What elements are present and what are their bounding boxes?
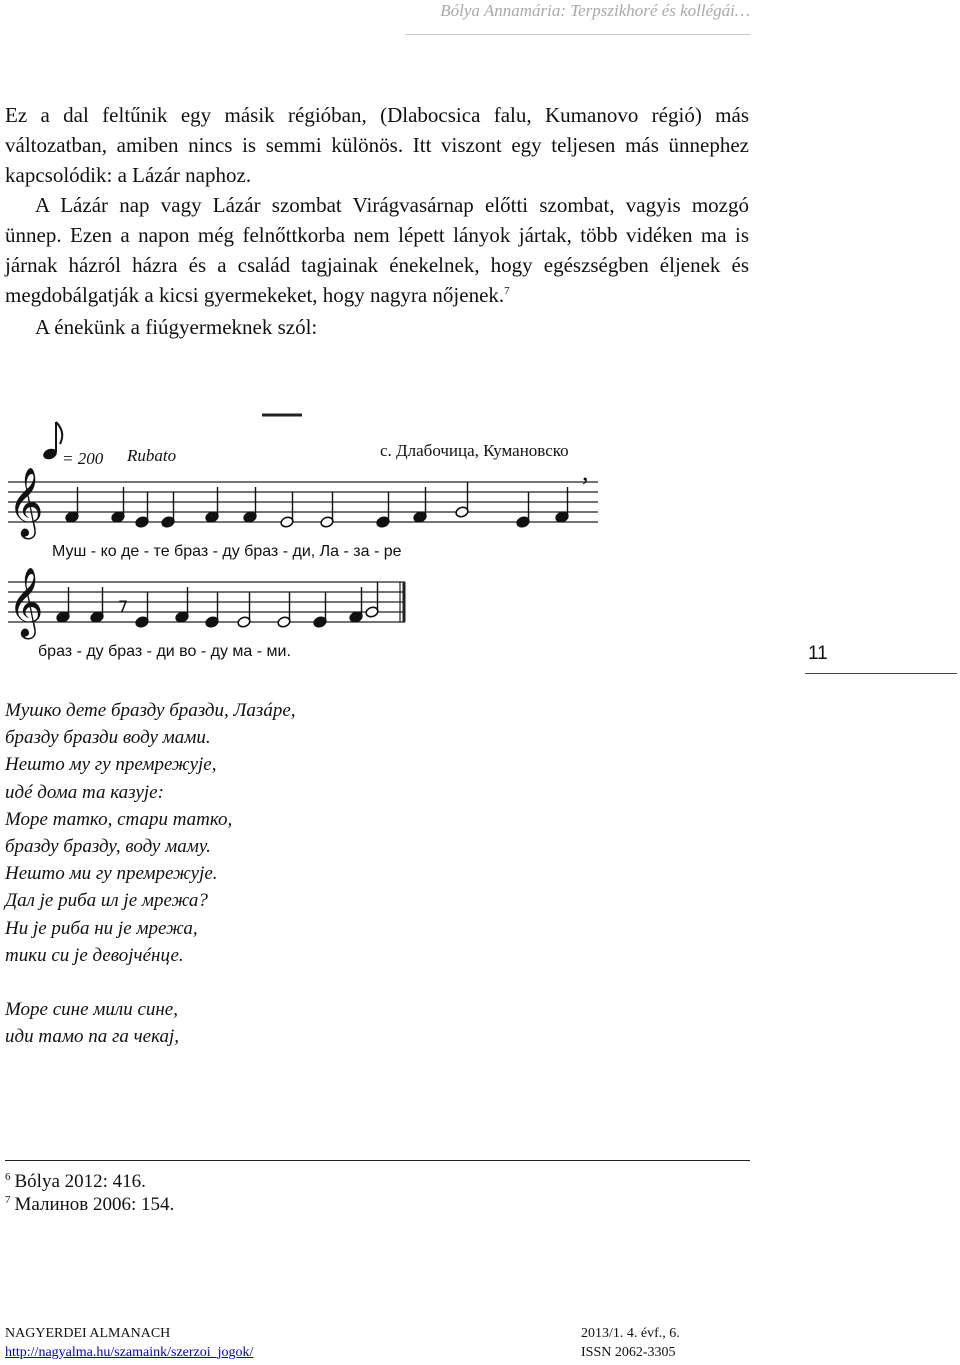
score-tempo-word: Rubato [127, 446, 177, 465]
lyrics-line: Нешто ми гу премрежује. [5, 863, 218, 885]
score-place: с. Длабочица, Кумановско [380, 441, 569, 460]
staff-1 [8, 482, 598, 522]
footnote-number: 7 [5, 1193, 11, 1206]
page-number: 11 [808, 643, 828, 664]
score-lyrics-line-2: браз - ду браз - ди во - ду ма - ми. [38, 643, 291, 660]
lyrics-line: Дал је риба ил је мрежа? [5, 890, 208, 912]
paragraph-1: Ez a dal feltűnik egy másik régióban, (Dlabocsica falu, Kumanovo régió) más változatban, amiben nincs is semmi különös. Itt viszont egy teljesen más ünnephez kapcsolódik: a Lázár naphoz. [5, 103, 749, 187]
footnote-6 [5, 1170, 174, 1193]
staff-1-notes [65, 482, 569, 528]
lyrics-line: бразду бразду, воду маму. [5, 836, 211, 858]
staff-2-notes [56, 582, 379, 628]
footnotes [5, 1170, 174, 1216]
page-number-rule [805, 673, 957, 674]
footnote-ref-7[interactable]: 7 [504, 285, 510, 297]
lyrics-line: Мушко дете бразду бразди, Лазáре, [5, 700, 296, 721]
music-score [0, 400, 610, 670]
eighth-rest-icon: 7 [118, 597, 129, 616]
intro-line: A énekünk a fiúgyermeknek szól: [35, 315, 318, 339]
header-rule [405, 34, 750, 35]
breath-mark-icon: , [582, 457, 589, 486]
journal-name: NAGYERDEI ALMANACH [5, 1326, 171, 1341]
footnote-rule [5, 1160, 750, 1161]
lyrics-line: идé дома та казује: [5, 781, 164, 803]
footnote-number: 6 [5, 1170, 11, 1183]
footnote-text: Bólya 2012: 416. [14, 1171, 146, 1192]
copyright-link[interactable]: http://nagyalma.hu/szamaink/szerzoi_jogok/ [5, 1345, 254, 1360]
lyrics-line: тики си је девојчéнце. [5, 944, 184, 966]
body-text [5, 100, 749, 342]
score-tempo-marking [42, 415, 569, 468]
page-footer [5, 1324, 685, 1362]
lyrics-line: Нешто му гу премрежује, [5, 754, 217, 776]
footnote-text: Малинов 2006: 154. [14, 1194, 175, 1215]
lyrics-line: Море сине мили сине, [5, 999, 178, 1021]
lyrics-line: Ни је риба ни је мрежа, [5, 917, 198, 939]
issn: ISSN 2062-3305 [581, 1345, 676, 1360]
lyrics-line: бразду бразди воду мами. [5, 727, 211, 749]
footnote-7 [5, 1193, 174, 1216]
lyrics-stanza-2 [5, 996, 605, 1050]
lyrics-line: иди тамо па га чекај, [5, 1026, 180, 1048]
paragraph-2-part-a: A Lázár nap vagy Lázár szombat Virágvasárnap előtti szombat, vagyis mozgó ünnep. [5, 193, 749, 247]
score-lyrics-line-1: Муш - ко де - те браз - ду браз - ди, Ла - за - ре [52, 543, 402, 560]
running-head: Bólya Annamária: Terpszikhoré és kollégái… [440, 1, 750, 20]
paragraph-2-part-b: Ezen a napon még felnőttkorba nem lépett lányok jártak, több vidéken ma is járnak házról házra és a család tagjainak énekelnek, hogy egészségben éljenek és megdobálgatják a kicsi gyermekeket, hogy nagyra nőjenek. [5, 223, 749, 307]
lyrics-stanza-1 [5, 697, 605, 969]
score-tempo-value: = 200 [62, 449, 104, 468]
treble-clef-icon: 𝄞 [8, 467, 44, 537]
song-lyrics [5, 697, 605, 1050]
treble-clef-icon-2: 𝄞 [8, 567, 44, 637]
issue-info: 2013/1. 4. évf., 6. [581, 1326, 680, 1341]
paragraph-2 [5, 190, 749, 310]
lyrics-line: Море татко, стари татко, [5, 808, 233, 830]
